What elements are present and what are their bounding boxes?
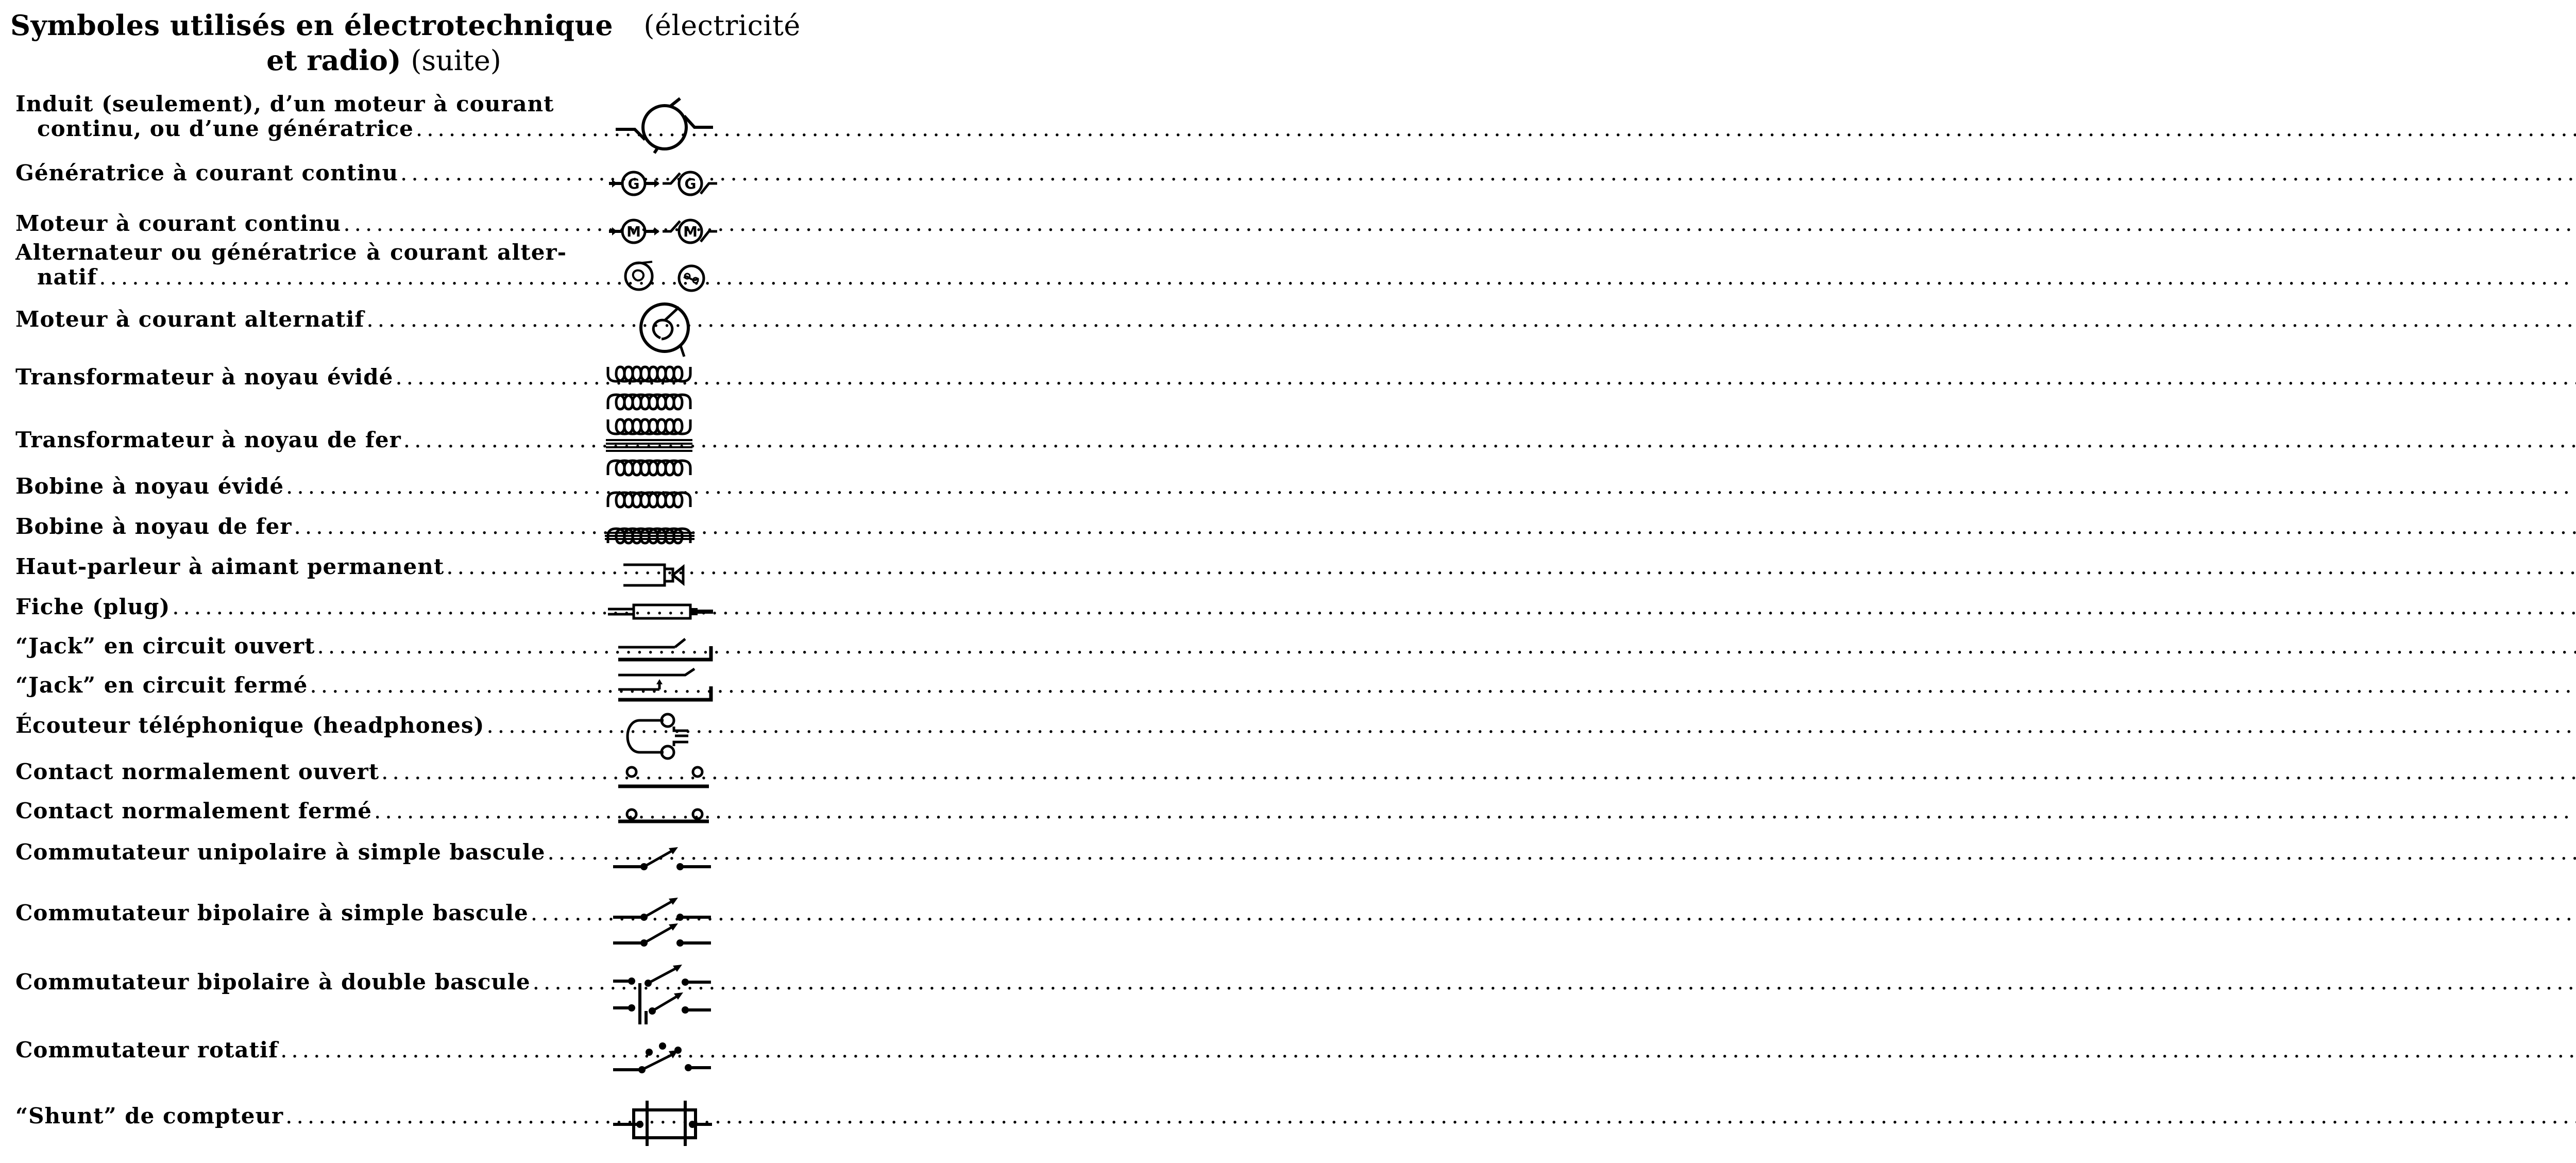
entry-line [15,760,572,784]
entry-label-shunt [15,1104,572,1128]
entry-label-comm-bipolaire-double [15,970,572,995]
entry-line [15,514,572,539]
page-title [10,9,801,42]
entry-text: Commutateur unipolaire à simple bascule [15,839,546,865]
entry-label-haut-parleur [15,554,572,579]
entry-line [15,840,572,865]
entry-line [15,1104,572,1128]
entry-text: “Shunt” de compteur [15,1103,284,1128]
entry-line [15,116,572,141]
leader-dots [533,970,572,995]
entry-label-alternateur [15,240,572,290]
entry-line [15,474,572,499]
entry-text: Contact normalement fermé [15,798,372,823]
entry-text: Alternateur ou génératrice à courant alter- [15,240,567,265]
armature-symbol [603,95,732,157]
entry-text: “Jack” en circuit fermé [15,672,308,698]
entry-line [15,240,567,265]
entry-text: Transformateur à noyau évidé [15,364,394,390]
leader-dots [416,116,572,141]
iron-core-transformer-symbol [603,416,732,478]
document-page [0,0,801,1163]
dc-motor-symbol [603,209,732,250]
entry-text: Moteur à courant continu [15,211,342,236]
title-suite: (suite) [411,44,501,77]
leader-dots [403,428,572,452]
leader-dots [486,713,572,738]
entry-label-gen-cc [15,161,572,186]
entry-text: Écouteur téléphonique (headphones) [15,713,485,738]
entry-line [15,673,572,698]
entry-line [15,634,572,659]
title-main: Symboles utilisés en électrotechnique [10,9,614,42]
entry-label-induit [15,92,572,141]
headphones-symbol [603,708,732,765]
leader-dots [310,673,572,698]
entry-label-jack-ferme [15,673,572,698]
leader-dots [294,514,572,539]
rotary-switch-symbol [603,1036,732,1082]
entry-text: Bobine à noyau de fer [15,514,292,539]
loudspeaker-symbol [603,560,732,591]
entry-label-comm-unipolaire [15,840,572,865]
entry-label-transfo-evide [15,365,572,390]
leader-dots [400,161,572,186]
leader-dots [446,554,572,579]
meter-shunt-symbol [603,1094,732,1151]
entry-text: Bobine à noyau évidé [15,474,284,499]
motor-glyph: M [683,223,698,240]
entry-label-contact-ouvert [15,760,572,784]
entry-line [15,713,572,738]
entry-text: Commutateur bipolaire à simple bascule [15,900,529,925]
dpst-switch-symbol [603,889,732,956]
entry-line [15,92,572,116]
entry-text: Commutateur bipolaire à double bascule [15,969,531,995]
plug-symbol [603,599,732,625]
leader-dots [374,799,572,823]
entry-label-fiche [15,595,572,619]
entry-label-moteur-cc [15,211,572,236]
entry-line [15,161,572,186]
entry-text: Génératrice à courant continu [15,160,398,186]
alternator-symbol [603,252,732,294]
entry-line [15,307,572,332]
generator-glyph: G [684,175,697,192]
entry-label-comm-rotatif [15,1038,572,1063]
entry-text: Transformateur à noyau de fer [15,427,401,452]
ac-motor-symbol [603,295,732,362]
generator-glyph: G [628,175,640,192]
entry-text: Moteur à courant alternatif [15,307,365,332]
motor-glyph: M [626,223,641,240]
air-core-coil-symbol [603,484,732,510]
leader-dots [99,265,572,290]
page-title-continued [10,44,742,77]
open-jack-symbol [603,632,732,668]
entry-text: natif [37,264,97,290]
leader-dots [531,901,572,925]
leader-dots [172,595,572,619]
entry-line [15,970,572,995]
dpdt-switch-symbol [603,960,732,1027]
title-main-continued: et radio) [266,44,401,77]
entry-line [15,428,572,452]
normally-closed-contact-symbol [603,802,732,828]
entry-line [15,265,572,290]
entry-label-jack-ouvert [15,634,572,659]
entry-label-bobine-fer [15,514,572,539]
entry-line [15,901,572,925]
air-core-transformer-symbol [603,361,732,412]
entry-text: continu, ou d’une génératrice [37,116,414,141]
entry-label-moteur-ca [15,307,572,332]
leader-dots [381,760,572,784]
entry-line [15,365,572,390]
leader-dots [547,840,572,865]
entry-label-comm-bipolaire-simple [15,901,572,925]
entry-line [15,595,572,619]
entry-label-contact-ferme [15,799,572,823]
entry-text: Fiche (plug) [15,594,171,619]
leader-dots [317,634,572,659]
leader-dots [366,307,572,332]
entry-text: Commutateur rotatif [15,1037,279,1063]
normally-open-contact-symbol [603,762,732,793]
entry-line [15,554,572,579]
leader-dots [286,474,572,499]
entry-label-transfo-fer [15,428,572,452]
entry-line [15,799,572,823]
entry-line [15,211,572,236]
dc-generator-symbol [603,161,732,202]
entry-text: Contact normalement ouvert [15,759,380,784]
entry-line [15,1038,572,1063]
closed-jack-symbol [603,668,732,714]
leader-dots [280,1038,572,1063]
entry-label-bobine-evide [15,474,572,499]
entry-text: “Jack” en circuit ouvert [15,633,315,659]
title-paren: (électricité [643,9,801,42]
leader-dots [285,1104,572,1128]
spst-switch-symbol [603,837,732,878]
leader-dots [343,211,572,236]
entry-text: Haut-parleur à aimant permanent [15,554,445,579]
entry-label-ecouteur [15,713,572,738]
entry-text: Induit (seulement), d’un moteur à courant [15,91,554,116]
leader-dots [395,365,572,390]
iron-core-coil-symbol [603,520,732,546]
